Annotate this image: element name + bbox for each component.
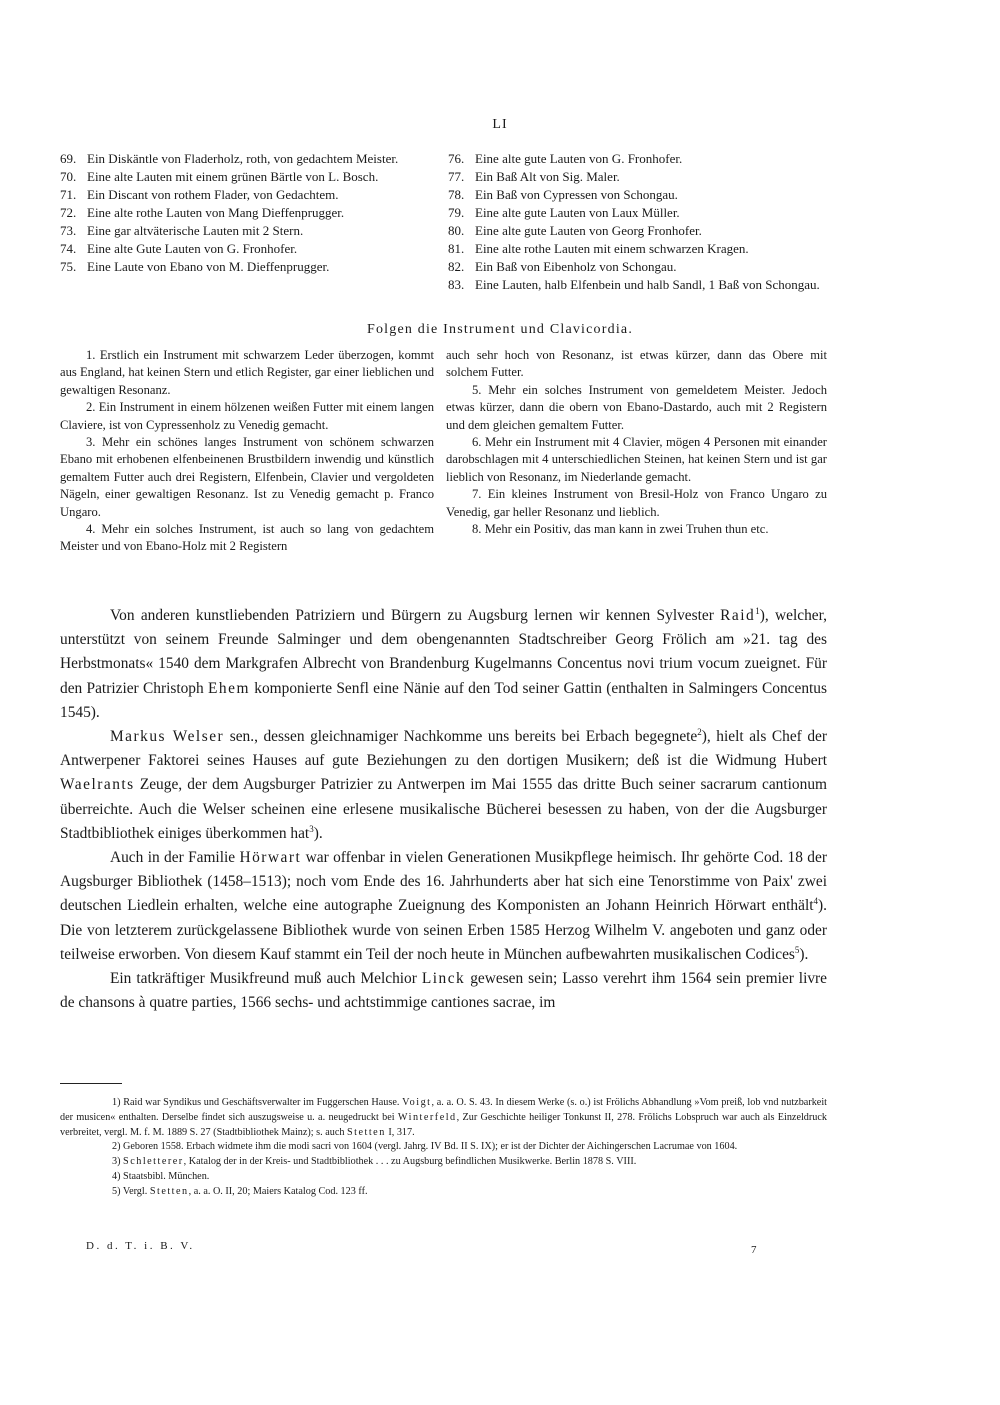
clavicordia-entry-continuation: auch sehr hoch von Resonanz, ist etwas kürzer, dann das Obere mit solchem Futter. <box>446 348 827 380</box>
footnote: 1) Raid war Syndikus und Geschäftsverwalter im Fuggerschen Hause. Voigt, a. a. O. S. 43. In diesem Werke (s. o.) ist Frölichs Abhandlung »Vom preiß, lob vnd nutzbarkeit der musicen« enthalten. Derselbe findet sich auszugsweise u. a. neugedruckt bei Winterfeld, Zur Geschichte heiliger Tonkunst II, 278. Frölichs Lobspruch war auch als Einzeldruck verbreitet, vergl. M. f. M. 1889 S. 27 (Stadtbibliothek Mainz); s. auch Stetten I, 317. <box>60 1097 827 1138</box>
body-paragraph: Ein tatkräftiger Musikfreund muß auch Melchior Linck gewesen sein; Lasso verehrt ihm 1564 sein premier livre de chansons à quatre parties, 1566 sechs- und achtstimmige cantiones sacrae, im <box>60 970 827 1012</box>
person-name: Linck <box>421 970 466 988</box>
inventory-item: 83. Eine Lauten, halb Elfenbein und halb Sandl, 1 Baß von Schongau. <box>448 277 820 292</box>
footnotes <box>60 1096 827 1200</box>
footnote-divider <box>60 1083 122 1084</box>
inventory-item: 78. Ein Baß von Cypressen von Schongau. <box>448 187 678 202</box>
footnote: 2) Geboren 1558. Erbach widmete ihm die modi sacri von 1604 (vergl. Jahrg. IV Bd. II S. IX); er ist der Dichter der Aichingerschen Lacrumae von 1604. <box>112 1141 738 1153</box>
inventory-item: 81. Eine alte rothe Lauten mit einem schwarzen Kragen. <box>448 241 749 256</box>
clavicordia-left-column <box>60 347 434 556</box>
body-paragraph: Von anderen kunstliebenden Patriziern und Bürgern zu Augsburg lernen wir kennen Sylvester Raid$^1$), welcher, unterstützt von seinem Freunde Salminger und dem obengenannten Stadtschreiber Georg Frölich am »21. tag des Herbstmonats« 1540 dem Markgrafen Albrecht von Brandenburg Kugelmanns Concentus novi trium vocum zueignet. Für den Patrizier Christoph Ehem komponierte Senfl eine Nänie auf den Tod seiner Gattin (enthalten in Salmingers Concentus 1545). <box>60 605 827 721</box>
person-name: Raid <box>720 607 756 624</box>
person-name: Hörwart <box>239 849 302 867</box>
person-name: Waelrants <box>60 776 135 794</box>
inventory-item: 70. Eine alte Lauten mit einem grünen Bärtle von L. Bosch. <box>60 169 379 184</box>
clavicordia-right-column <box>446 347 827 538</box>
series-signature: D. d. T. i. B. V. <box>86 1240 195 1252</box>
footnote-ref: 4 <box>813 896 819 907</box>
footnote: 4) Staatsbibl. München. <box>112 1170 210 1182</box>
clavicordia-entry: 1. Erstlich ein Instrument mit schwarzem Leder überzogen, kommt aus England, hat keinen Stern und etlich Register, gar einer lieblichen und gewaltigen Resonanz. <box>60 348 434 397</box>
inventory-right-column <box>448 150 828 294</box>
inventory-item: 74. Eine alte Gute Lauten von G. Fronhofer. <box>60 241 298 256</box>
inventory-item: 77. Ein Baß Alt von Sig. Maler. <box>448 169 620 184</box>
sheet-number: 7 <box>751 1244 757 1256</box>
section-title: Folgen die Instrument und Clavicordia. <box>366 322 634 337</box>
clavicordia-entry: 2. Ein Instrument in einem hölzenen weißen Futter mit einem langen Claviere, ist von Cypressenholz zu Venedig gemacht. <box>60 400 434 432</box>
footnote: 5) Vergl. Stetten, a. a. O. II, 20; Maiers Katalog Cod. 123 ff. <box>112 1185 368 1197</box>
inventory-left-column <box>60 150 436 276</box>
inventory-item: 75. Eine Laute von Ebano von M. Dieffenprugger. <box>60 259 330 274</box>
inventory-item: 72. Eine alte rothe Lauten von Mang Dieffenprugger. <box>60 205 345 220</box>
footnote: 3) Schletterer, Katalog der in der Kreis- und Stadtbibliothek . . . zu Augsburg befindlichen Musikwerke. Berlin 1878 S. VIII. <box>112 1156 637 1168</box>
clavicordia-entry: 4. Mehr ein solches Instrument, ist auch so lang von gedachtem Meister und von Ebano-Holz mit 2 Registern <box>60 522 434 554</box>
person-name: Ehem <box>208 679 250 697</box>
clavicordia-entry: 5. Mehr ein solches Instrument von gemeldetem Meister. Jedoch etwas kürzer, dann die obern von Ebano-Dastardo, auch mit 2 Registern und dem gleichen gemaltem Futter. <box>446 382 827 432</box>
body-text <box>60 604 827 1015</box>
footnote-ref: 1 <box>755 605 760 616</box>
inventory-item: 76. Eine alte gute Lauten von G. Fronhofer. <box>448 151 683 166</box>
body-paragraph: Auch in der Familie Hörwart war offenbar in vielen Generationen Musikpflege heimisch. Ihr gehörte Cod. 18 der Augsburger Bibliothek (1458–1513); noch vom Ende des 16. Jahrhunderts aber hat sich eine Tenorstimme von Paix' zwei deutschen Liedlein erhalten, welche eine autographe Zueignung des Komponisten an Johann Heinrich Hörwart enthält$^4$). Die von letzterem zurückgelassene Bibliothek wurde von seinen Erben 1585 Herzog Wilhelm V. angeboten und ganz oder teilweise erworben. Von diesem Kauf stammt ein Teil der noch heute in München aufbewahrten musikalischen Codices$^5$). <box>60 849 827 963</box>
page-number: LI <box>492 117 508 132</box>
clavicordia-entry: 6. Mehr ein Instrument mit 4 Clavier, mögen 4 Personen mit einander darobschlagen mit 4 unterschiedlichen Steinen, hat keinen Stern und ist gar lieblich von Resonanz, im Niederlande gemacht. <box>446 435 827 484</box>
person-name: Markus Welser <box>110 728 225 746</box>
inventory-item: 82. Ein Baß von Eibenholz von Schongau. <box>448 259 677 274</box>
inventory-item: 71. Ein Discant von rothem Flader, von Gedachtem. <box>60 187 339 202</box>
clavicordia-entry: 3. Mehr ein schönes langes Instrument von schönem schwarzen Ebano mit erhobenen elfenbeinenen Brustbildern inwendig und künstlich gemaltem Futter auch drei Registern, Elfenbein, Clavier und vergoldeten Nägeln, einer gewaltigen Resonanz. Ist zu Venedig gemacht p. Franco Ungaro. <box>60 435 434 519</box>
clavicordia-entry: 7. Ein kleines Instrument von Bresil-Holz von Franco Ungaro zu Venedig, gar heller Resonanz und lieblich. <box>446 487 827 519</box>
footnote-ref: 2 <box>697 726 702 737</box>
body-paragraph: Markus Welser sen., dessen gleichnamiger Nachkomme uns bereits bei Erbach begegnete$^2$), hielt als Chef der Antwerpener Faktorei seines Hauses auf gute Beziehungen zu den dortigen Musikern; deß ist die Widmung Hubert Waelrants Zeuge, der dem Augsburger Patrizier zu Antwerpen im Mai 1555 das dritte Buch seiner sacrarum cantionum überreichte. Auch die Welser scheinen eine erlesene musikalische Bücherei besessen zu haben, von der die Augsburger Stadtbibliothek einiges überkommen hat$^3$). <box>60 726 827 842</box>
footnote-ref: 5 <box>794 944 800 955</box>
inventory-item: 80. Eine alte gute Lauten von Georg Fronhofer. <box>448 223 702 238</box>
inventory-item: 69. Ein Diskäntle von Fladerholz, roth, von gedachtem Meister. <box>60 151 399 166</box>
footnote-ref: 3 <box>309 823 314 834</box>
inventory-item: 79. Eine alte gute Lauten von Laux Müller. <box>448 205 680 220</box>
inventory-item: 73. Eine gar altväterische Lauten mit 2 Stern. <box>60 223 304 238</box>
clavicordia-entry: 8. Mehr ein Positiv, das man kann in zwei Truhen thun etc. <box>472 522 769 537</box>
